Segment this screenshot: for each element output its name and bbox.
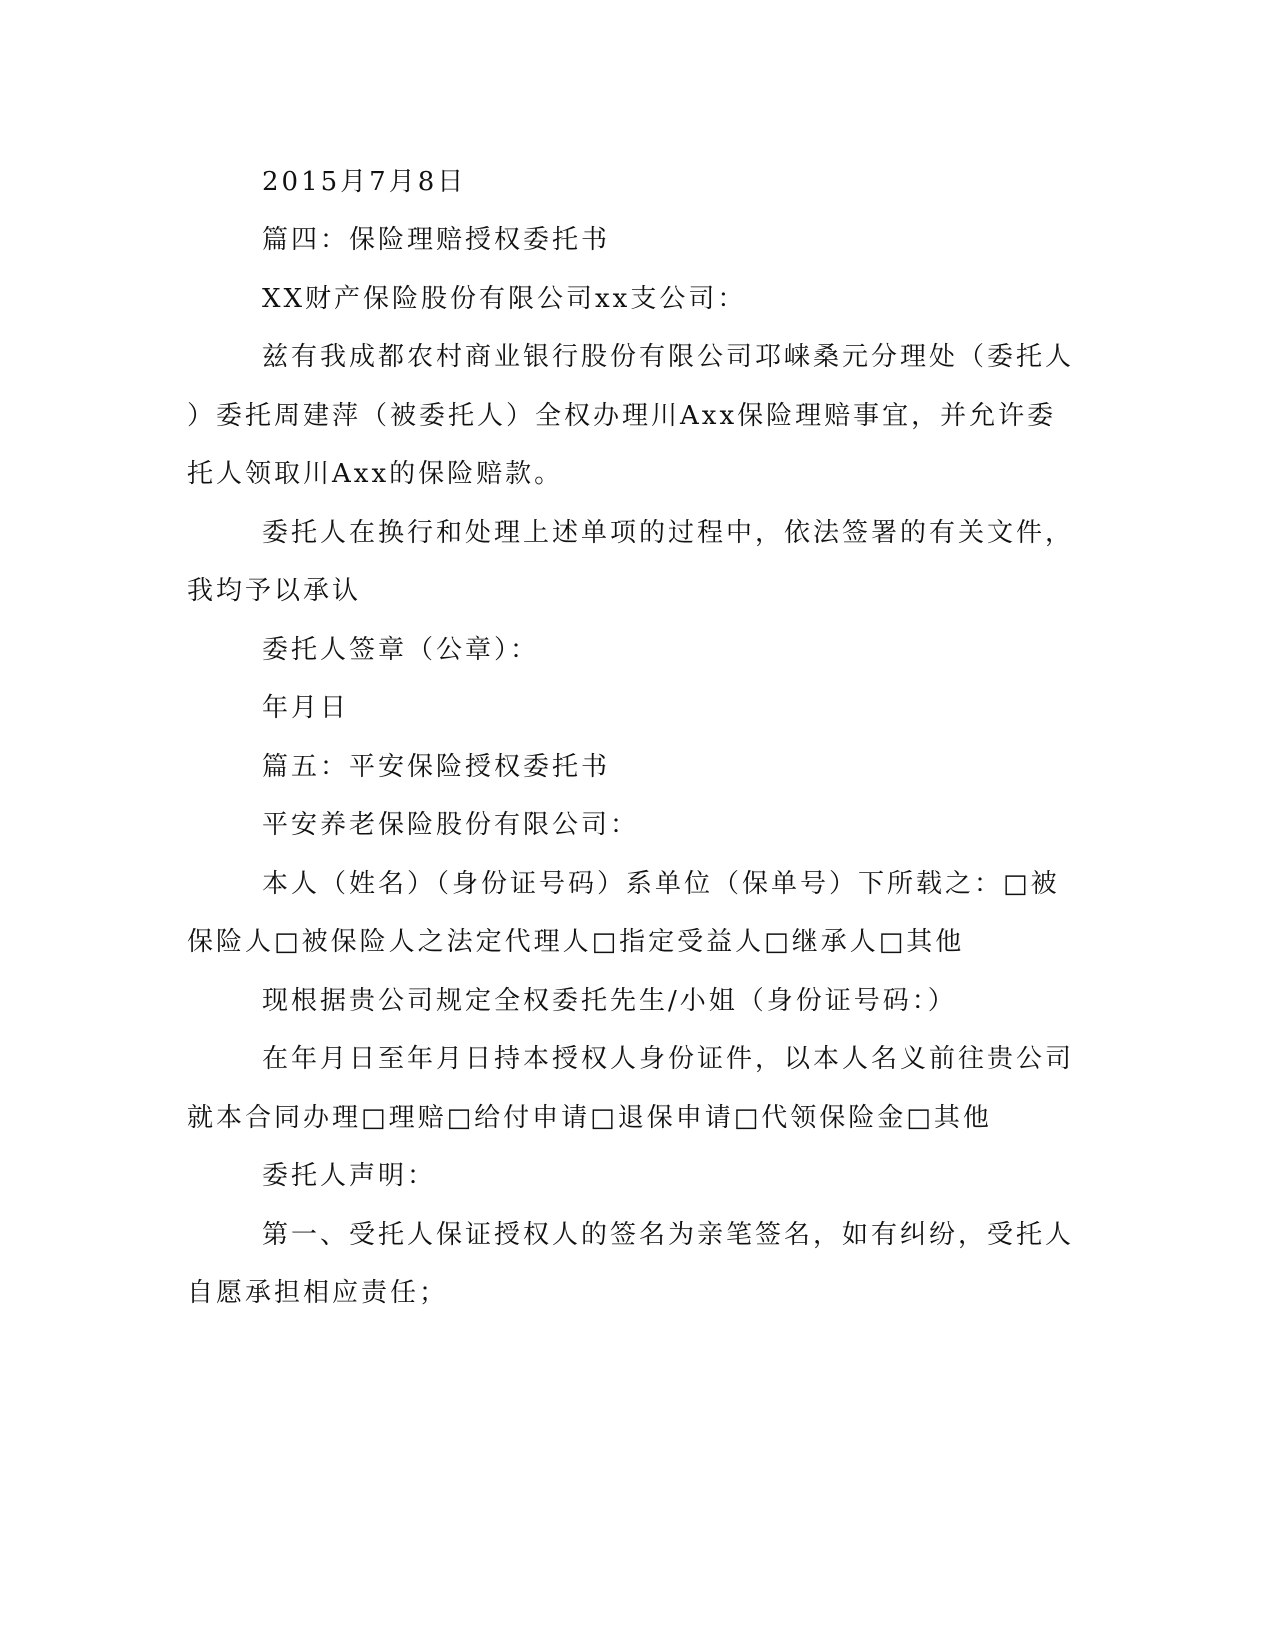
addressee-line: 平安养老保险股份有限公司： (262, 810, 640, 840)
paragraph-line: 保险人□被保险人之法定代理人□指定受益人□继承人□其他 (187, 927, 965, 957)
section-heading-5: 篇五：平安保险授权委托书 (262, 752, 611, 782)
paragraph-line: 托人领取川Axx的保险赔款。 (187, 459, 564, 489)
section-heading-4: 篇四：保险理赔授权委托书 (262, 225, 611, 255)
paragraph-line: 本人（姓名）（身份证号码）系单位（保单号）下所载之：□被 (262, 869, 1060, 899)
declaration-heading: 委托人声明： (262, 1161, 437, 1191)
date-placeholder: 年月日 (262, 693, 350, 723)
addressee-line: XX财产保险股份有限公司xx支公司： (262, 284, 747, 314)
signature-label: 委托人签章（公章）： (262, 635, 540, 665)
paragraph-line: 我均予以承认 (187, 576, 362, 606)
paragraph-line: 兹有我成都农村商业银行股份有限公司邛崃桑元分理处（委托人 (262, 342, 1075, 372)
paragraph-line: 第一、受托人保证授权人的签名为亲笔签名，如有纠纷，受托人 (262, 1220, 1075, 1250)
paragraph-line: 就本合同办理□理赔□给付申请□退保申请□代领保险金□其他 (187, 1103, 992, 1133)
paragraph-line: 现根据贵公司规定全权委托先生/小姐（身份证号码：） (262, 986, 957, 1016)
paragraph-line: 委托人在换行和处理上述单项的过程中，依法签署的有关文件， (262, 518, 1075, 548)
date-line: 2015月7月8日 (262, 167, 467, 197)
paragraph-line: 在年月日至年月日持本授权人身份证件，以本人名义前往贵公司 (262, 1044, 1075, 1074)
paragraph-line: ）委托周建萍（被委托人）全权办理川Axx保险理赔事宜，并允许委 (187, 401, 1057, 431)
paragraph-line: 自愿承担相应责任； (187, 1278, 449, 1308)
